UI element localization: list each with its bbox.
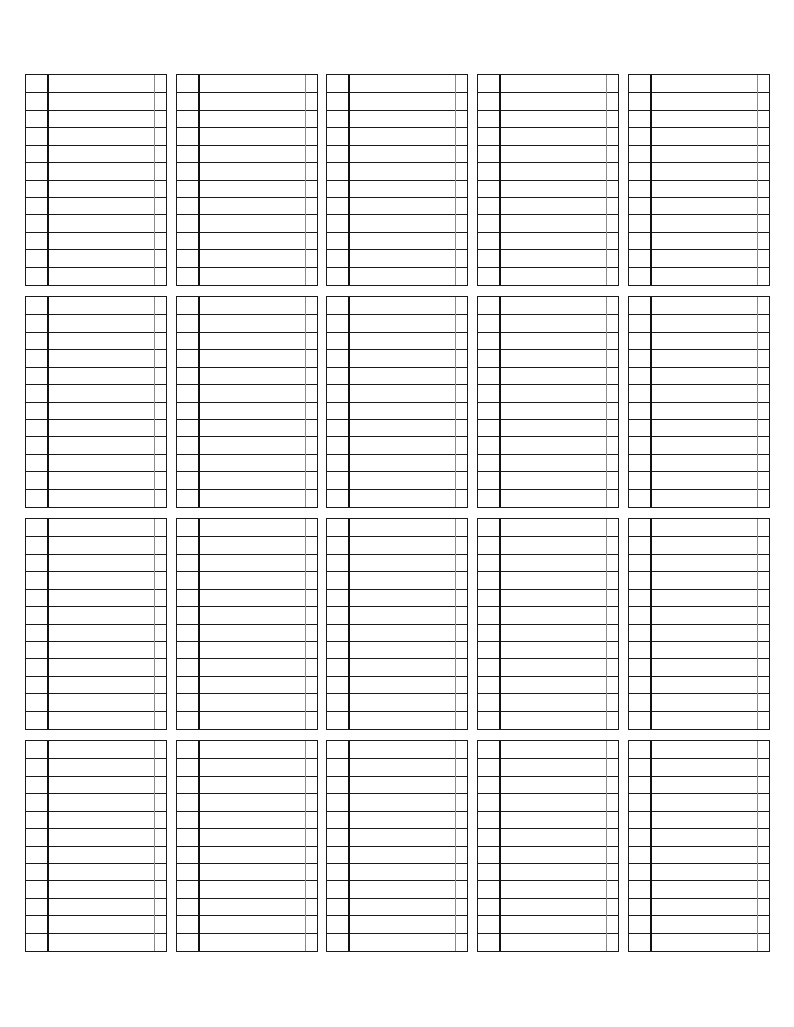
index-card — [628, 296, 770, 508]
right-margin-rule — [757, 75, 758, 285]
right-margin-rule — [305, 741, 306, 951]
right-margin-rule — [757, 519, 758, 729]
number-column-divider — [47, 741, 49, 951]
number-column-divider — [198, 297, 200, 507]
index-card — [25, 740, 167, 952]
right-margin-rule — [455, 75, 456, 285]
index-card — [176, 518, 318, 730]
index-card — [176, 740, 318, 952]
right-margin-rule — [455, 519, 456, 729]
index-card — [628, 74, 770, 286]
right-margin-rule — [154, 75, 155, 285]
index-card — [25, 518, 167, 730]
right-margin-rule — [757, 741, 758, 951]
right-margin-rule — [305, 519, 306, 729]
right-margin-rule — [154, 741, 155, 951]
index-card — [176, 296, 318, 508]
index-card — [477, 740, 619, 952]
right-margin-rule — [154, 297, 155, 507]
right-margin-rule — [757, 297, 758, 507]
number-column-divider — [348, 519, 350, 729]
number-column-divider — [47, 75, 49, 285]
index-card — [477, 296, 619, 508]
right-margin-rule — [154, 519, 155, 729]
number-column-divider — [499, 519, 501, 729]
index-card — [477, 518, 619, 730]
right-margin-rule — [455, 741, 456, 951]
index-card — [628, 518, 770, 730]
number-column-divider — [499, 741, 501, 951]
right-margin-rule — [606, 519, 607, 729]
right-margin-rule — [606, 741, 607, 951]
index-card — [326, 74, 468, 286]
number-column-divider — [348, 297, 350, 507]
number-column-divider — [650, 297, 652, 507]
right-margin-rule — [606, 75, 607, 285]
number-column-divider — [198, 741, 200, 951]
number-column-divider — [47, 297, 49, 507]
right-margin-rule — [305, 75, 306, 285]
index-card — [326, 296, 468, 508]
number-column-divider — [348, 741, 350, 951]
number-column-divider — [348, 75, 350, 285]
number-column-divider — [198, 519, 200, 729]
number-column-divider — [47, 519, 49, 729]
right-margin-rule — [305, 297, 306, 507]
number-column-divider — [499, 75, 501, 285]
index-card — [628, 740, 770, 952]
index-card — [176, 74, 318, 286]
index-card — [326, 740, 468, 952]
number-column-divider — [650, 519, 652, 729]
index-card — [25, 74, 167, 286]
index-card — [326, 518, 468, 730]
right-margin-rule — [606, 297, 607, 507]
number-column-divider — [650, 75, 652, 285]
index-card — [25, 296, 167, 508]
number-column-divider — [198, 75, 200, 285]
right-margin-rule — [455, 297, 456, 507]
number-column-divider — [499, 297, 501, 507]
number-column-divider — [650, 741, 652, 951]
index-card — [477, 74, 619, 286]
